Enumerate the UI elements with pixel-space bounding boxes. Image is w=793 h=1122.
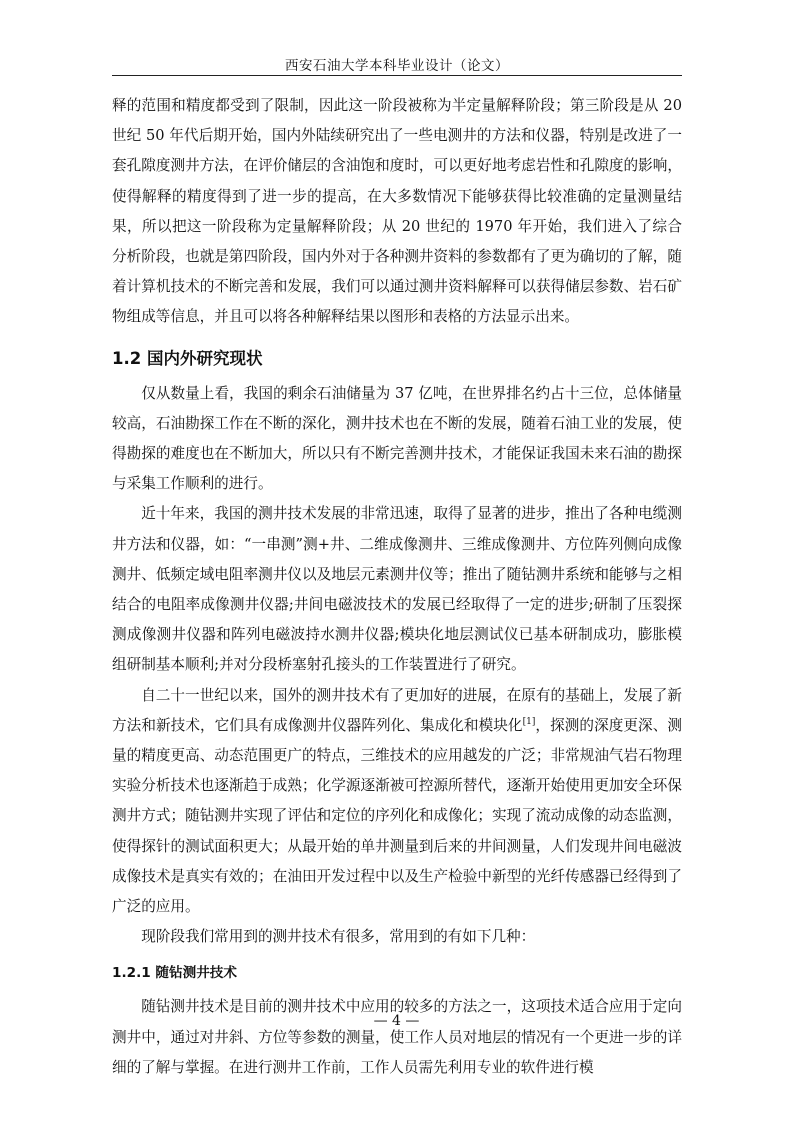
citation-marker: [1] [522,716,536,727]
paragraph: 近十年来，我国的测井技术发展的非常迅速，取得了显著的进步，推出了各种电缆测井方法和仪器，如：“一串测”测+井、二维成像测井、三维成像测井、方位阵列侧向成像测井、低频定域电阻率测井仪以及地层元素测井仪等；推出了随钻测井系统和能够与之相结合的电阻率成像测井仪器;井间电磁波技术的发展已经取得了一定的进步;研制了压裂探测成像测井仪器和阵列电磁波持水测井仪器;模块化地层测试仪已基本研制成功，膨胀模组研制基本顺利;并对分段桥塞射孔接头的工作装置进行了研究。 [112,505,682,674]
header-divider [112,75,682,76]
subsection-heading: 1.2.1 随钻测井技术 [112,965,237,982]
paragraph-text: ，探测的深度更深、测量的精度更高、动态范围更广的特点，三维技术的应用越发的广泛；非常规油气岩石物理实验分析技术也逐渐趋于成熟；化学源逐渐被可控源所替代，逐渐开始使用更加安全环保测井方式；随钻测井实现了评估和定位的序列化和成像化；实现了流动成像的动态监测，使得探针的测试面积更大；从最开始的单井测量到后来的井间测量，人们发现井间电磁波成像技术是真实有效的；在油田开发过程中以及生产检验中新型的光纤传感器已经得到了广泛的应用。 [112,716,682,916]
running-header: 西安石油大学本科毕业设计（论文） [285,58,509,74]
paragraph-text: 自二十一世纪以来，国外的测井技术有了更加好的进展，在原有的基础上，发展了新方法和新技术，它们具有成像测井仪器阵列化、集成化和模块化 [112,686,682,734]
paragraph: 仅从数量上看，我国的剩余石油储量为 37 亿吨，在世界排名约占十三位，总体储量较高，石油勘探工作在不断的深化，测井技术也在不断的发展，随着石油工业的发展，使得勘探的难度也在不断加大，所以只有不断完善测井技术，才能保证我国未来石油的勘探与采集工作顺利的进行。 [112,384,682,493]
paragraph: 随钻测井技术是目前的测井技术中应用的较多的方法之一，这项技术适合应用于定向测井中，通过对井斜、方位等参数的测量，使工作人员对地层的情况有一个更进一步的详细的了解与掌握。在进行测井工作前，工作人员需先利用专业的软件进行模 [112,998,682,1076]
paragraph [112,681,682,923]
paragraph: 现阶段我们常用到的测井技术有很多，常用到的有如下几种： [141,928,536,946]
paragraph-continued: 释的范围和精度都受到了限制，因此这一阶段被称为半定量解释阶段；第三阶段是从 20 世纪 50 年代后期开始，国内外陆续研究出了一些电测井的方法和仪器，特别是改进了一套孔隙度测井方法，在评价储层的含油饱和度时，可以更好地考虑岩性和孔隙度的影响，使得解释的精度得到了进一步的提高，在大多数情况下能够获得比较准确的定量测量结果，所以把这一阶段称为定量解释阶段；从 20 世纪的 1970 年开始，我们进入了综合分析阶段，也就是第四阶段，国内外对于各种测井资料的参数都有了更为确切的了解，随着计算机技术的不断完善和发展，我们可以通过测井资料解释可以获得储层参数、岩石矿物组成等信息，并且可以将各种解释结果以图形和表格的方法显示出来。 [112,97,682,326]
body-text [112,91,682,1083]
page-number: — 4 — [373,1013,420,1029]
section-heading: 1.2 国内外研究现状 [112,348,263,368]
